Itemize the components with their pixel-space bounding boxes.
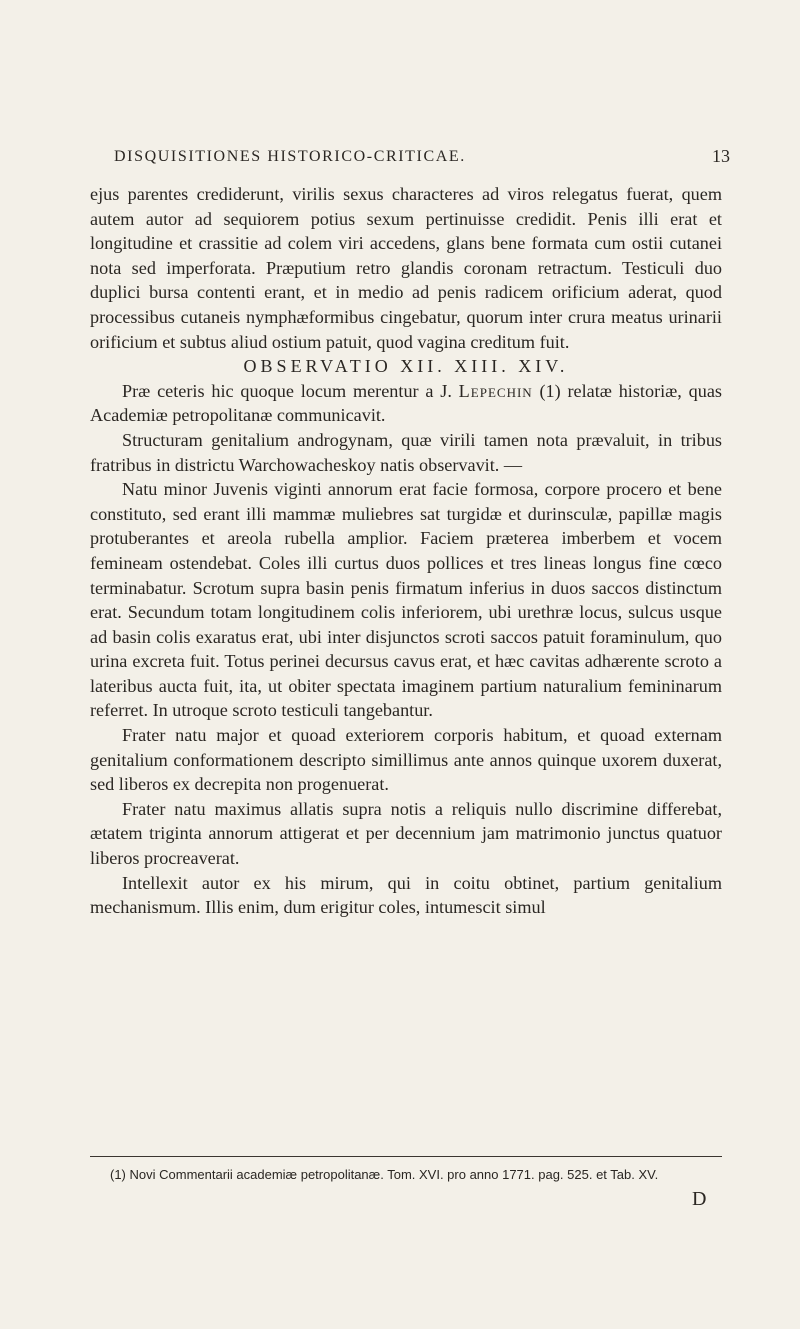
paragraph-5: Frater natu major et quoad exteriorem corporis habitum, et quoad externam genitalium conformationem descripto simillimus ante annos quinque uxorem duxerat, sed liberos ex decrepita non progenuerat. bbox=[90, 725, 722, 795]
paragraph-3: Structuram genitalium androgynam, quæ virili tamen nota prævaluit, in tribus fratribus in districtu Warchowacheskoy natis observavit. — bbox=[90, 429, 722, 475]
signature-mark: D bbox=[692, 1188, 707, 1210]
footnote-divider bbox=[90, 1156, 722, 1157]
running-title: DISQUISITIONES HISTORICO-CRITICAE. bbox=[114, 148, 466, 165]
paragraph-6: Frater natu maximus allatis supra notis a reliquis nullo discrimine differebat, ætatem triginta annorum attigerat et per decennium jam matrimonio junctus quatuor liberos procreaverat. bbox=[90, 798, 722, 869]
paragraph-2-after: (1) relatæ historiæ, quas Academiæ petropolitanæ communicavit. bbox=[90, 380, 722, 426]
paragraph-1: ejus parentes crediderunt, virilis sexus characteres ad viros relegatus fuerat, quem autem autor ad sequiorem potius sexum pertinuisse credidit. Penis illi erat et longitudine et crassitie ad colem viri accedens, glans bene formata cum ostii cutanei nota sed imperforata. Præputium retro glandis coronam retractum. Testiculi duo duplici bursa contenti erant, et in medio ad penis radicem orificium aderat, quod processibus cutaneis nymphæformibus cingebatur, quorum inter crura meatus urinarii orificium et subtus aliud ostium patuit, quod vagina creditum fuit. bbox=[90, 184, 722, 352]
footnote: (1) Novi Commentarii academiæ petropolitanæ. Tom. XVI. pro anno 1771. pag. 525. et Tab. XV. bbox=[110, 1167, 659, 1182]
body-text bbox=[90, 182, 722, 920]
observatio-heading: OBSERVATIO XII. XIII. XIV. bbox=[243, 356, 569, 377]
paragraph-2 bbox=[90, 379, 722, 428]
author-name: Lepechin bbox=[458, 380, 533, 401]
paragraph-7: Intellexit autor ex his mirum, qui in coitu obtinet, partium genitalium mechanismum. Illis enim, dum erigitur coles, intumescit simul bbox=[90, 872, 722, 918]
paragraph-4: Natu minor Juvenis viginti annorum erat facie formosa, corpore procero et bene constituto, sed erant illi mammæ muliebres sat turgidæ et durinsculæ, papillæ magis protuberantes et areola rubella amplior. Faciem præterea imberbem et vocem femineam ostendebat. Coles illi curtus duos pollices et tres lineas longus fine cœco terminabatur. Scrotum supra basin penis firmatum inferius in duos saccos distinctum erat. Secundum totam longitudinem colis inferiorem, ubi urethræ locus, sulcus usque ad basin colis exaratus erat, ubi inter disjunctos scroti saccos patuit foraminulum, quo urina excreta fuit. Totus perinei decursus cavus erat, et hæc cavitas adhærente scroto a lateribus aucta fuit, ita, ut obiter spectata imaginem partium naturalium femininarum referret. In utroque scroto testiculi tangebantur. bbox=[90, 479, 722, 721]
page-number: 13 bbox=[712, 146, 730, 166]
paragraph-2-before: Præ ceteris hic quoque locum merentur a J. bbox=[122, 380, 452, 401]
